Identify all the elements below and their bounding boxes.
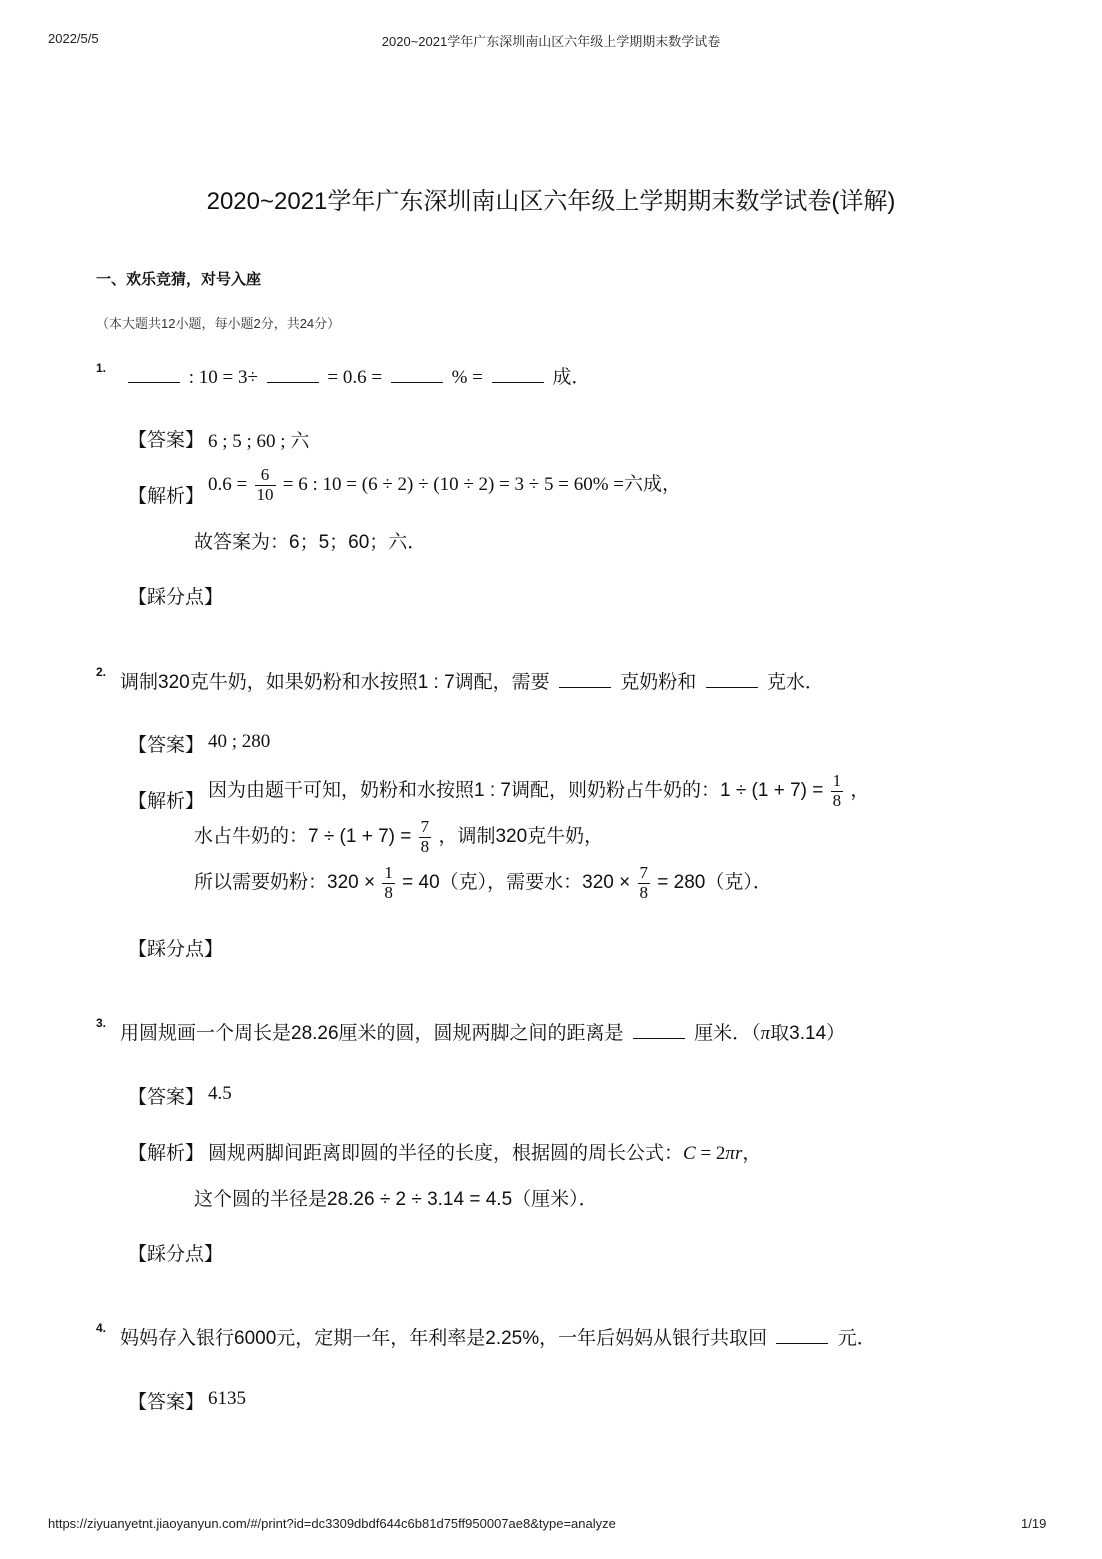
question-number: 3. <box>96 1016 107 1030</box>
q2-text-part: 调制320克牛奶，如果奶粉和水按照1 : 7调配，需要 <box>120 672 550 693</box>
analysis-line <box>208 772 869 810</box>
answer-blank <box>633 1022 685 1039</box>
math-variable: r <box>734 1143 743 1164</box>
analysis-line <box>208 466 681 504</box>
fraction <box>831 772 844 810</box>
analysis-text: 所以需要奶粉：320 × <box>194 872 376 894</box>
q1-text-part: 成． <box>552 367 591 388</box>
page-title: 2020~2021学年广东深圳南山区六年级上学期期末数学试卷(详解) <box>206 188 896 215</box>
section-title: 一、欢乐竞猜，对号入座 <box>96 271 262 288</box>
q1-text-part: % = <box>451 367 483 388</box>
answer-value: 6135 <box>208 1388 246 1409</box>
analysis-line: 故答案为：6；5；60；六． <box>194 532 427 553</box>
answer-value: 6 ; 5 ; 60 ; 六 <box>208 431 310 452</box>
section-note: （本大题共12小题，每小题2分，共24分） <box>96 316 341 331</box>
fraction <box>638 864 651 902</box>
q1-text-part: : 10 = 3÷ <box>188 367 258 388</box>
fraction <box>382 864 395 902</box>
answer-label: 【答案】 <box>128 1087 205 1108</box>
fraction-numerator: 7 <box>639 863 649 882</box>
fraction <box>419 818 432 856</box>
fraction-numerator: 7 <box>420 817 430 836</box>
q2-text-part: 克奶粉和 <box>620 672 697 693</box>
fraction-denominator: 8 <box>832 790 842 810</box>
answer-value: 40 ; 280 <box>208 731 271 752</box>
fraction-denominator: 8 <box>420 836 430 856</box>
q2-text-part: 克水． <box>766 672 824 693</box>
scoring-points-label: 【踩分点】 <box>128 939 224 960</box>
q3-text-part: 取3.14） <box>770 1023 846 1044</box>
analysis-text: 0.6 = <box>208 474 248 496</box>
analysis-text: = 40（克），需要水：320 × <box>402 872 631 894</box>
page-number: 1/19 <box>1021 1516 1047 1531</box>
math-variable: C <box>683 1143 696 1164</box>
fraction-numerator: 6 <box>260 465 270 484</box>
analysis-text: = 2 <box>695 1143 726 1164</box>
print-url: https://ziyuanyetnt.jiaoyanyun.com/#/print?id=dc3309dbdf644c6b81d75ff950007ae8&type=analyze <box>48 1516 616 1531</box>
q4-text-part: 元． <box>837 1328 876 1349</box>
analysis-text: ， <box>850 780 870 802</box>
pi-symbol: π <box>760 1023 771 1044</box>
q1-text-part: = 0.6 = <box>327 367 383 388</box>
answer-blank <box>706 671 758 688</box>
fraction <box>255 466 276 504</box>
fraction-denominator: 10 <box>256 484 274 504</box>
analysis-text: ， <box>742 1143 762 1164</box>
q3-text-part: 用圆规画一个周长是28.26厘米的圆，圆规两脚之间的距离是 <box>120 1023 624 1044</box>
fraction-denominator: 8 <box>639 882 649 902</box>
analysis-label: 【解析】 <box>128 486 205 507</box>
question-1-text <box>124 362 590 389</box>
pi-symbol: π <box>725 1143 735 1164</box>
answer-blank <box>128 366 180 383</box>
print-date: 2022/5/5 <box>48 31 99 46</box>
question-number: 1. <box>96 361 107 375</box>
analysis-label: 【解析】 <box>128 1143 205 1164</box>
answer-label: 【答案】 <box>128 1392 205 1413</box>
answer-blank <box>776 1327 828 1344</box>
analysis-line <box>194 864 772 902</box>
answer-blank <box>267 366 319 383</box>
question-4-text <box>120 1323 876 1350</box>
analysis-line <box>208 1138 761 1165</box>
analysis-text: 圆规两脚间距离即圆的半径的长度，根据圆的周长公式： <box>208 1143 684 1164</box>
q3-text-part: 厘米．（ <box>694 1023 761 1044</box>
analysis-label: 【解析】 <box>128 791 205 812</box>
fraction-numerator: 1 <box>832 771 842 790</box>
answer-blank <box>492 366 544 383</box>
analysis-text: ，调制320克牛奶， <box>438 826 604 848</box>
analysis-text: = 6 : 10 = (6 ÷ 2) ÷ (10 ÷ 2) = 3 ÷ 5 = 60% =六成， <box>282 474 681 496</box>
fraction-denominator: 8 <box>384 882 393 902</box>
analysis-line <box>194 818 603 856</box>
question-3-text <box>120 1018 845 1045</box>
analysis-line: 这个圆的半径是28.26 ÷ 2 ÷ 3.14 = 4.5（厘米）． <box>194 1189 598 1210</box>
print-header-title: 2020~2021学年广东深圳南山区六年级上学期期末数学试卷 <box>381 34 721 49</box>
analysis-text: 水占牛奶的：7 ÷ (1 + 7) = <box>194 826 412 848</box>
scoring-points-label: 【踩分点】 <box>128 1244 224 1265</box>
answer-value: 4.5 <box>208 1083 232 1104</box>
q4-text-part: 妈妈存入银行6000元，定期一年，年利率是2.25%，一年后妈妈从银行共取回 <box>120 1328 768 1349</box>
question-2-text <box>120 667 824 694</box>
scoring-points-label: 【踩分点】 <box>128 587 224 608</box>
analysis-text: = 280（克）． <box>657 872 772 894</box>
question-number: 2. <box>96 665 107 679</box>
answer-label: 【答案】 <box>128 430 205 451</box>
question-number: 4. <box>96 1321 107 1335</box>
answer-blank <box>559 671 611 688</box>
answer-label: 【答案】 <box>128 735 205 756</box>
fraction-numerator: 1 <box>384 863 393 882</box>
analysis-text: 因为由题干可知，奶粉和水按照1 : 7调配，则奶粉占牛奶的：1 ÷ (1 + 7) = <box>208 780 824 802</box>
answer-blank <box>391 366 443 383</box>
